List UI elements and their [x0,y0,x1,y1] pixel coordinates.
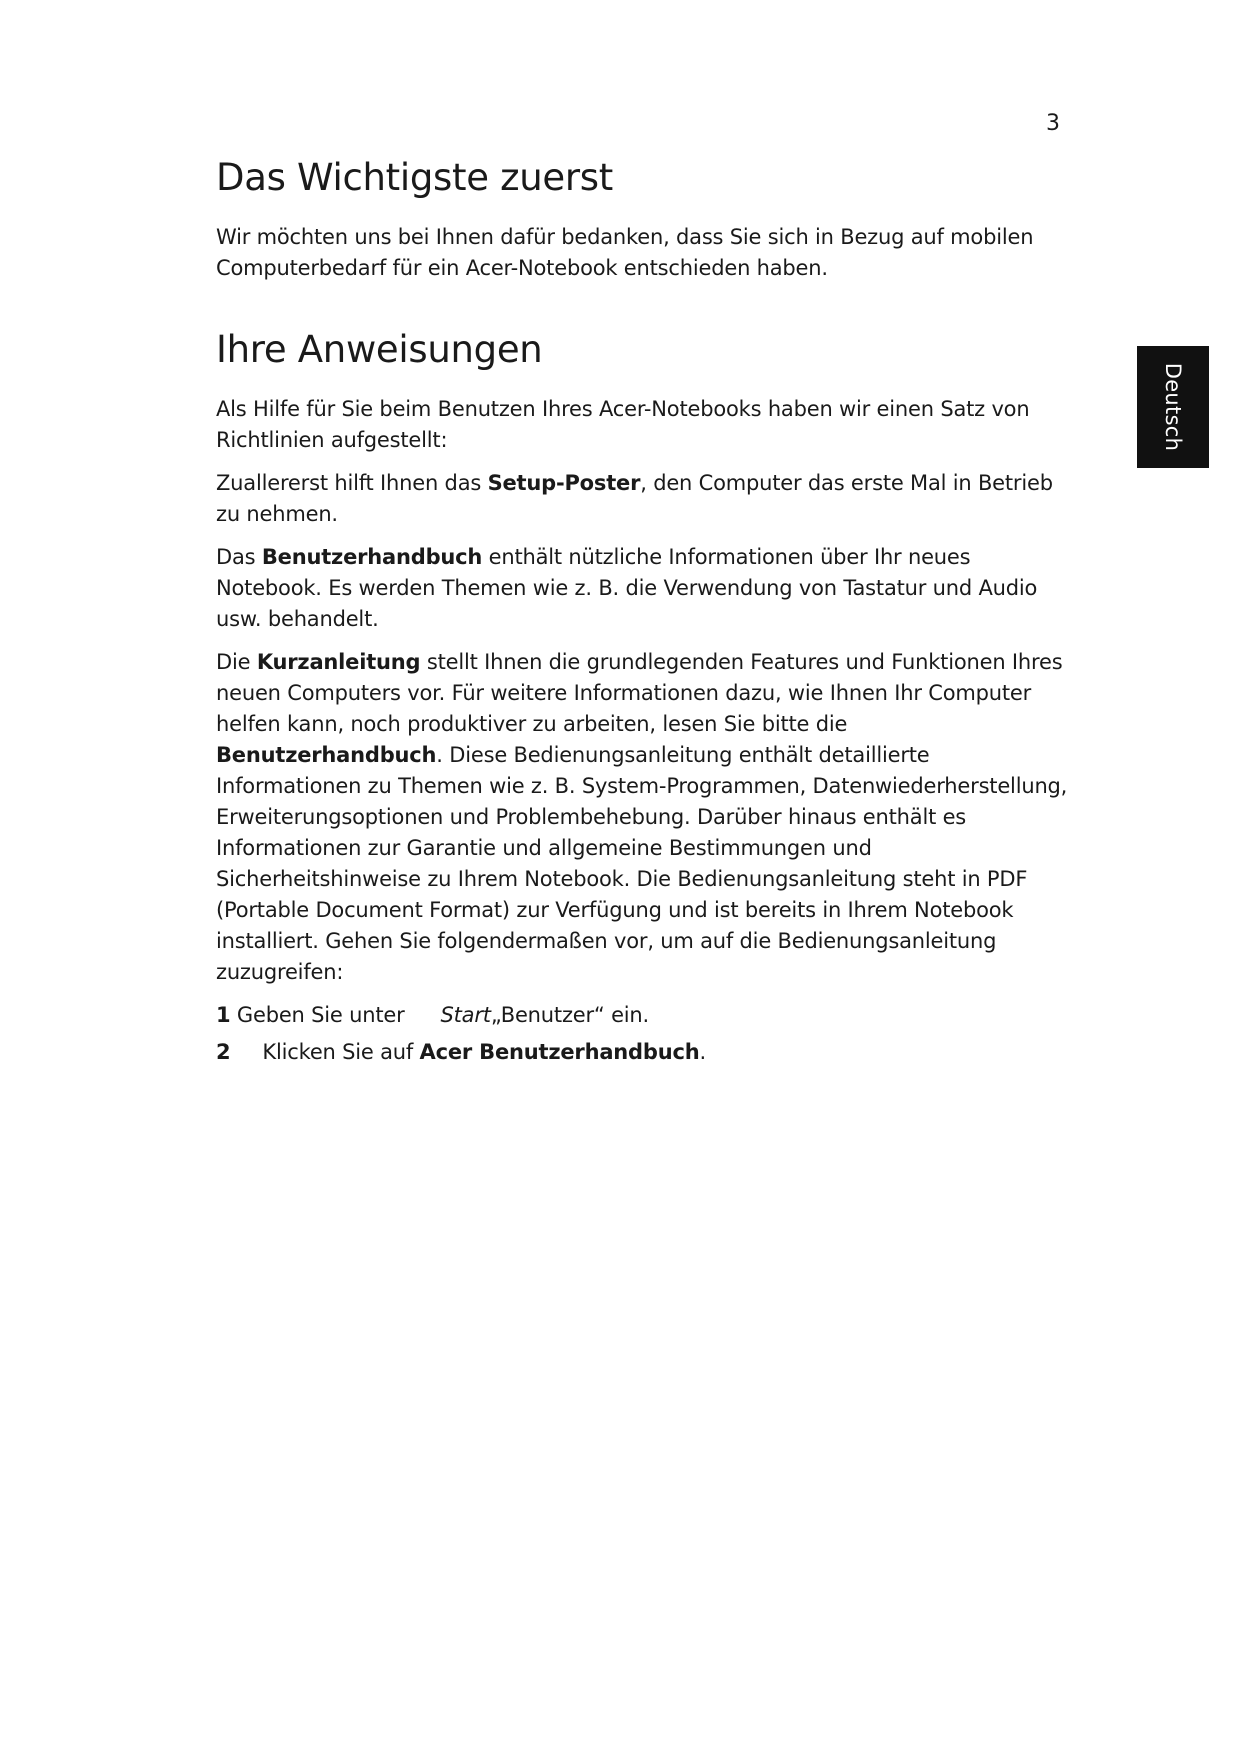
setup-poster-term: Setup-Poster [487,471,641,495]
instructions-intro: Als Hilfe für Sie beim Benutzen Ihres Acer-Notebooks haben wir einen Satz von Richtlinien aufgestellt: [216,397,1030,452]
step-number: 2 [216,1040,231,1064]
section-title-first-things: Das Wichtigste zuerst [216,156,613,199]
page-content [216,152,1076,1074]
start-menu-term: Start [440,1003,491,1027]
quick-guide-paragraph: Die Kurzanleitung stellt Ihnen die grundlegenden Features und Funktionen Ihres neuen Computers vor. Für weitere Informationen dazu, wie Ihnen Ihr Computer helfen kann, noch produktiver zu arbeiten, lesen Sie bitte die Benutzerhandbuch. Diese Bedienungsanleitung enthält detaillierte Informationen zu Themen wie z. B. System-Programmen, Datenwiederherstellung, Erweiterungsoptionen und Problembehebung. Darüber hinaus enthält es Informationen zur Garantie und allgemeine Bestimmungen und Sicherheitshinweise zu Ihrem Notebook. Die Bedienungsanleitung steht in PDF (Portable Document Format) zur Verfügung und ist bereits in Ihrem Notebook installiert. Gehen Sie folgendermaßen vor, um auf die Bedienungsanleitung zuzugreifen: [216,650,1068,984]
step-2: 2 Klicken Sie auf Acer Benutzerhandbuch. [216,1040,706,1064]
step-number: 1 [216,1003,231,1027]
setup-poster-paragraph: Zuallererst hilft Ihnen das Setup-Poster, den Computer das erste Mal in Betrieb zu nehmen. [216,471,1053,526]
user-manual-term-2: Benutzerhandbuch [216,743,437,767]
step-1: 1 Geben Sie unter Start„Benutzer“ ein. [216,1003,650,1027]
page-number: 3 [1046,111,1060,136]
thank-you-paragraph: Wir möchten uns bei Ihnen dafür bedanken, dass Sie sich in Bezug auf mobilen Computerbedarf für ein Acer-Notebook entschieden haben. [216,225,1034,280]
language-tab-label: Deutsch [1161,362,1185,452]
user-manual-paragraph: Das Benutzerhandbuch enthält nützliche Informationen über Ihr neues Notebook. Es werden Themen wie z. B. die Verwendung von Tastatur und Audio usw. behandelt. [216,545,1038,631]
acer-user-manual-term: Acer Benutzerhandbuch [419,1040,700,1064]
language-tab [1137,346,1209,468]
quick-guide-term: Kurzanleitung [256,650,421,674]
user-manual-term: Benutzerhandbuch [261,545,483,569]
section-title-instructions: Ihre Anweisungen [216,328,543,371]
